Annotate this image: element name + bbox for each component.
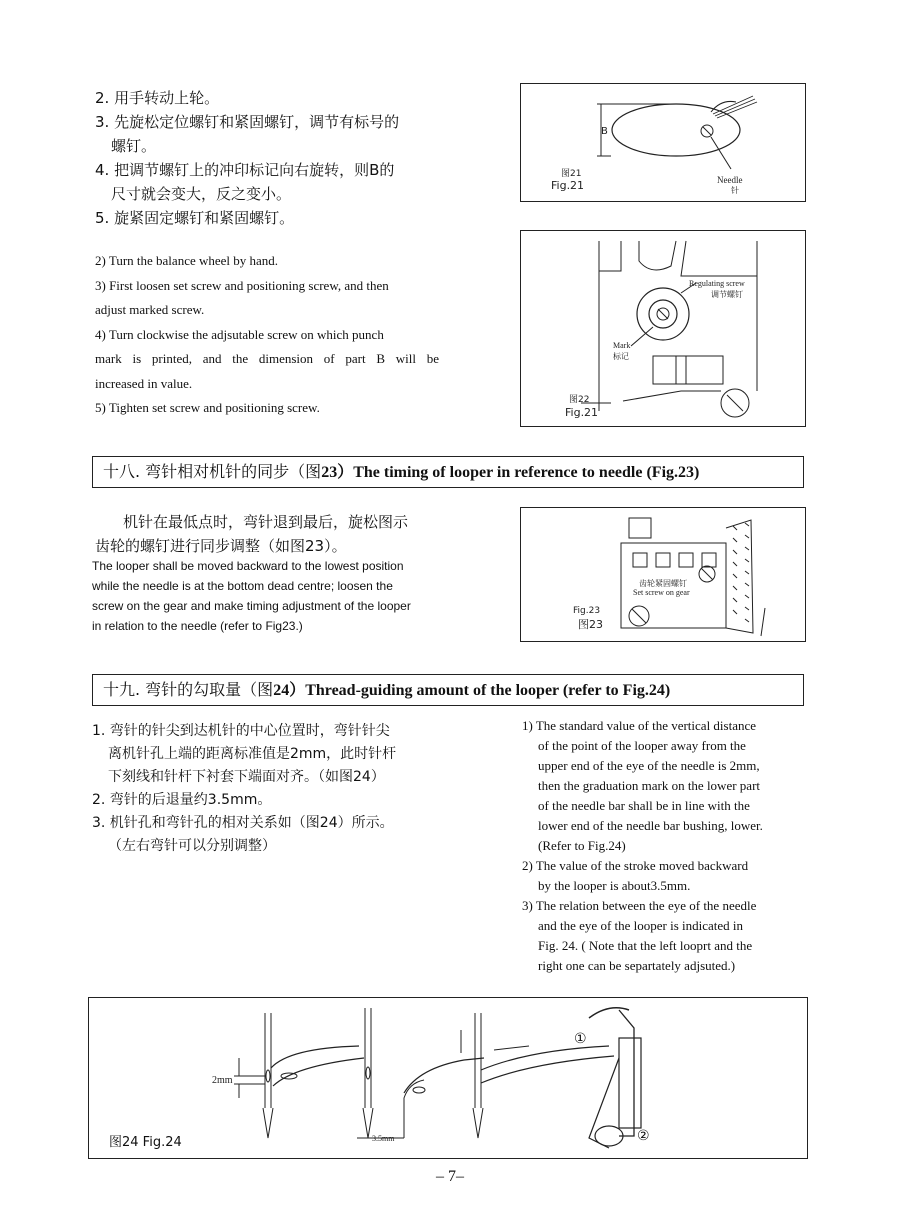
s19-en-1: 1) The standard value of the vertical distance [522, 718, 757, 733]
s18-zh-line1: 机针在最低点时，弯针退到最后，旋松图示 [123, 513, 409, 531]
page-number: – 7– [436, 1168, 464, 1185]
section-18-heading [92, 456, 804, 488]
s19-en-3-c1: and the eye of the looper is indicated in [538, 918, 744, 933]
section-19-title-zh: 十九. 弯针的勾取量（图 [103, 680, 274, 699]
s19-en-1-c2: upper end of the eye of the needle is 2mm, [538, 758, 760, 773]
fig22-mark-en: Mark [613, 341, 631, 350]
fig21-caption-zh: 图21 [561, 169, 582, 179]
fig22-regulating-zh: 调节螺钉 [711, 290, 743, 299]
en-step-4: 4) Turn clockwise the adjsutable screw on which punch [95, 326, 384, 342]
en-step-4-cont2: increased in value. [95, 375, 193, 391]
s18-en-line2: while the needle is at the bottom dead centre; loosen the [92, 579, 393, 593]
zh-step-5: 5. 旋紧固定螺钉和紧固螺钉。 [95, 209, 295, 227]
section-19-heading [92, 674, 804, 706]
fig21-needle-zh: 针 [731, 186, 739, 195]
en-step-5: 5) Tighten set screw and positioning screw. [95, 400, 320, 415]
s19-body-en [522, 716, 812, 976]
figure-21 [520, 83, 806, 202]
s19-en-2-c1: by the looper is about3.5mm. [538, 878, 691, 893]
s18-en-line4: in relation to the needle (refer to Fig23.) [92, 619, 303, 633]
fig21-b-label: B [601, 126, 608, 137]
s18-zh-line2: 齿轮的螺钉进行同步调整（如图23）。 [95, 537, 347, 555]
s19-zh-2: 2. 弯针的后退量约3.5mm。 [92, 792, 272, 808]
fig22-caption-zh: 图22 [569, 395, 590, 405]
fig23-caption-zh: 图23 [578, 618, 603, 631]
s18-body-en [92, 556, 472, 636]
figure-24 [88, 997, 808, 1159]
fig23-gear-screw-en: Set screw on gear [633, 588, 690, 597]
fig22-caption-en: Fig.21 [565, 406, 599, 419]
en-step-3-cont: adjust marked screw. [95, 302, 205, 317]
fig23-drawing [521, 508, 805, 641]
fig24-callout-2: ② [637, 1128, 650, 1144]
zh-step-3: 3. 先旋松定位螺钉和紧固螺钉，调节有标号的 [95, 113, 400, 131]
figure-23 [520, 507, 806, 642]
fig24-needle-1 [234, 1013, 364, 1138]
section-18-title-zh: 十八. 弯针相对机针的同步（图 [103, 462, 322, 481]
s19-zh-3: 3. 机针孔和弯针孔的相对关系如（图24）所示。 [92, 815, 394, 831]
s19-en-1-c3: then the graduation mark on the lower part [538, 778, 761, 793]
fig24-needle-bar [589, 1008, 641, 1148]
top-steps-en [95, 249, 455, 421]
figure-22 [520, 230, 806, 427]
top-steps-zh [95, 86, 515, 230]
fig22-drawing [521, 231, 805, 426]
fig21-caption-en: Fig.21 [551, 179, 585, 192]
fig24-caption: 图24 Fig.24 [109, 1135, 182, 1150]
s19-en-3: 3) The relation between the eye of the needle [522, 898, 757, 913]
en-step-3: 3) First loosen set screw and positioning screw, and then [95, 277, 389, 293]
fig24-looper-2 [404, 1058, 484, 1138]
fig21-needle-en: Needle [717, 175, 743, 185]
en-step-2: 2) Turn the balance wheel by hand. [95, 253, 279, 268]
s19-body-zh [92, 720, 522, 858]
s18-en-line1: The looper shall be moved backward to the lowest position [92, 559, 404, 573]
fig22-mark-zh: 标记 [613, 352, 629, 361]
en-step-4-cont: mark is printed, and the dimension of part B will be [95, 351, 439, 366]
fig23-caption-en: Fig.23 [573, 606, 601, 616]
s19-en-2: 2) The value of the stroke moved backward [522, 858, 749, 873]
zh-step-3-cont: 螺钉。 [111, 137, 157, 155]
section-18-fig-num: 23 [321, 464, 338, 481]
s19-zh-1: 1. 弯针的针尖到达机针的中心位置时，弯针针尖 [92, 723, 390, 739]
section-19-fig-num: 24 [273, 682, 290, 699]
section-18-title-en: ）The timing of looper in reference to needle (Fig.23) [337, 464, 700, 481]
s19-en-1-c5: lower end of the needle bar bushing, lower. [538, 818, 763, 833]
s18-body-zh [95, 510, 505, 558]
fig24-needle-3 [461, 1013, 614, 1138]
zh-step-4-cont: 尺寸就会变大，反之变小。 [111, 185, 292, 203]
section-19-title-en: ）Thread-guiding amount of the looper (refer to Fig.24) [289, 682, 671, 699]
s19-en-1-c6: (Refer to Fig.24) [538, 838, 626, 853]
s19-zh-3-cont: （左右弯针可以分别调整） [108, 838, 276, 854]
fig24-drawing [89, 998, 807, 1158]
zh-step-4: 4. 把调节螺钉上的冲印标记向右旋转，则B的 [95, 161, 395, 179]
s19-zh-1-cont: 离机针孔上端的距离标准值是2mm，此时针杆 [108, 746, 397, 762]
s19-en-1-c1: of the point of the looper away from the [538, 738, 746, 753]
s18-en-line3: screw on the gear and make timing adjustment of the looper [92, 599, 411, 613]
fig24-callout-1: ① [574, 1031, 587, 1047]
fig22-regulating-en: Regulating screw [689, 279, 745, 288]
s19-en-1-c4: of the needle bar shall be in line with the [538, 798, 750, 813]
s19-en-3-c2: Fig. 24. ( Note that the left looprt and the [538, 938, 753, 953]
s19-zh-1-cont2: 下刻线和针杆下衬套下端面对齐。（如图24） [108, 769, 385, 785]
fig24-needle-2 [357, 1008, 404, 1138]
s19-en-3-c3: right one can be separtately adjsuted.) [538, 958, 736, 973]
fig24-35mm-label: 3.5mm [372, 1134, 395, 1143]
fig24-2mm-label: 2mm [212, 1075, 233, 1086]
fig23-gear-screw-zh: 齿轮紧固螺钉 [639, 579, 687, 588]
zh-step-2: 2. 用手转动上轮。 [95, 89, 220, 107]
